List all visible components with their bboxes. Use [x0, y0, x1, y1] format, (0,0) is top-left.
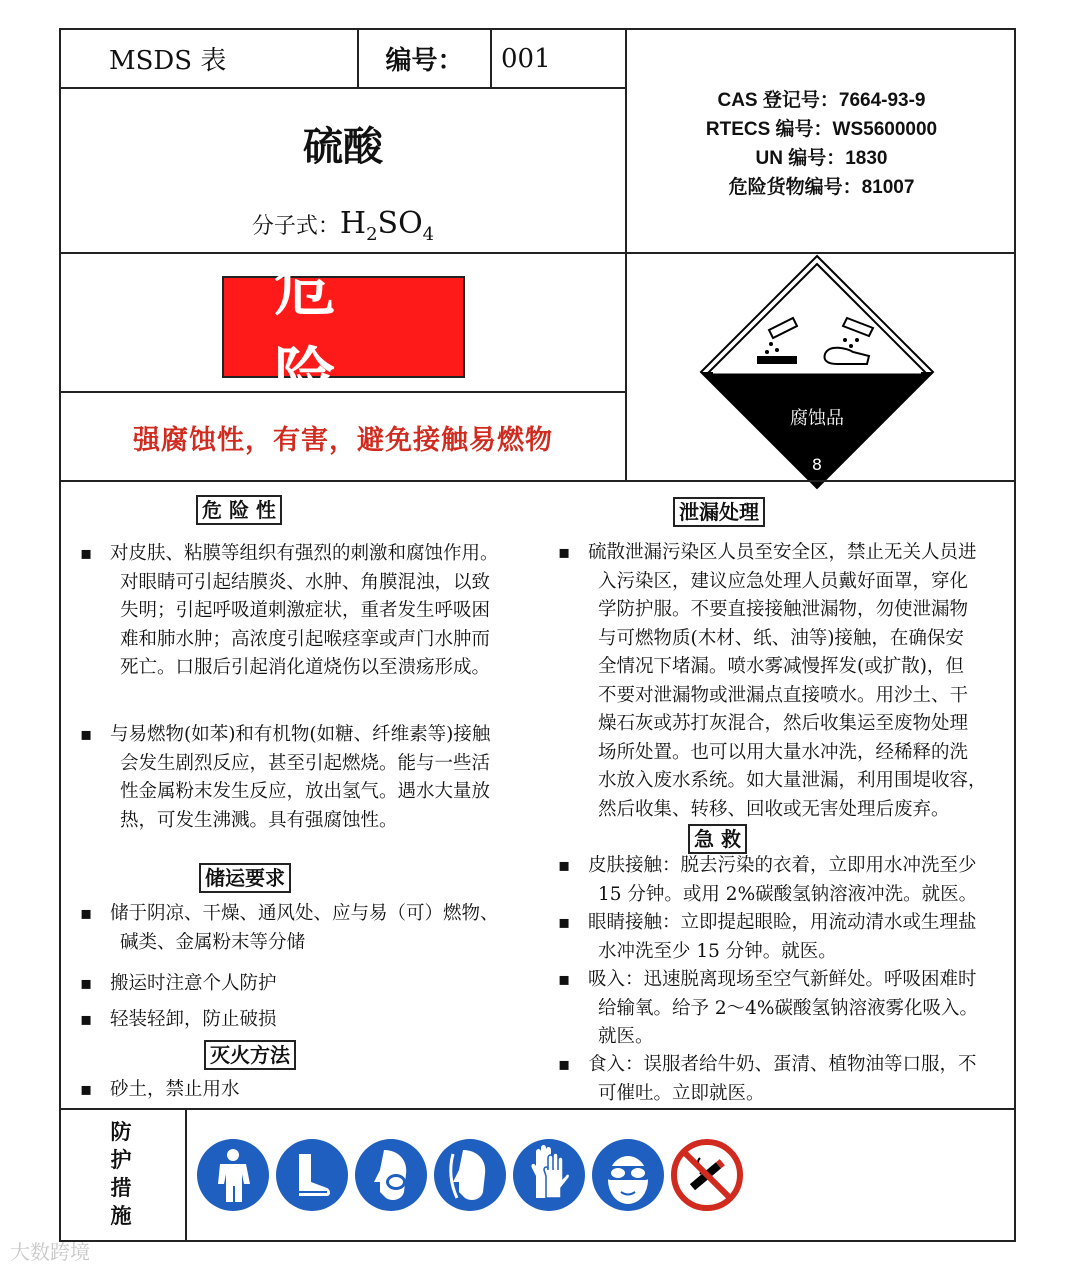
row-divider-4	[61, 1108, 1016, 1110]
danger-signal-box	[222, 251, 465, 413]
no-smoking-icon	[670, 1138, 744, 1212]
bullet-line: 性金属粉末发生反应，放出氢气。遇水大量放	[120, 781, 491, 802]
hazard-bullet-2	[80, 721, 560, 835]
fire-section-title: 灭火方法	[204, 1040, 296, 1070]
storage-section-title: 储运要求	[199, 863, 291, 893]
bullet-mark: ▪	[558, 855, 571, 876]
first-aid-bullet-3	[558, 966, 1013, 1052]
first-aid-bullet-4	[558, 1051, 1013, 1108]
face-shield-icon	[433, 1138, 507, 1212]
bullet-line: 15 分钟。或用 2%碳酸氢钠溶液冲洗。就医。	[598, 883, 978, 905]
fire-bullet-1	[80, 1076, 560, 1105]
un-number: UN 编号：1830	[755, 148, 888, 169]
bullet-mark: ▪	[80, 973, 93, 994]
bullet-line: 水冲洗至少 15 分钟。就医。	[598, 940, 837, 962]
bullet-line: 轻装轻卸，防止破损	[110, 1009, 277, 1030]
storage-bullet-3	[80, 1006, 560, 1035]
bullet-line: 热，可发生沸溅。具有强腐蚀性。	[120, 809, 398, 831]
bullet-line: 硫散泄漏污染区人员至安全区，禁止无关人员进	[588, 542, 977, 563]
bullet-line: 给输氧。给予 2～4%碳酸氢钠溶液雾化吸入。	[598, 997, 979, 1019]
bullet-mark: ▪	[80, 903, 93, 924]
bullet-line: 眼睛接触：立即提起眼睑，用流动清水或生理盐	[588, 912, 977, 933]
msds-label-cell	[61, 30, 359, 89]
bullet-line: 与可燃物质(木材、纸、油等)接触，在确保安	[598, 627, 964, 649]
bullet-line: 搬运时注意个人防护	[110, 973, 277, 994]
bullet-mark: ▪	[558, 542, 571, 563]
hazard-class: 8	[811, 455, 823, 474]
bullet-line: 可催吐。立即就医。	[598, 1082, 765, 1104]
first-aid-bullet-2	[558, 909, 1013, 966]
number-value: 001	[501, 43, 551, 74]
cas-number: CAS 登记号：7664-93-9	[717, 90, 926, 111]
warning-statement: 强腐蚀性，有害，避免接触易燃物	[133, 425, 553, 456]
formula-label: 分子式：	[251, 214, 340, 239]
hazard-label: 腐蚀品	[790, 408, 844, 429]
bullet-line: 食入：误服者给牛奶、蛋清、植物油等口服，不	[588, 1054, 977, 1075]
bullet-mark: ▪	[558, 912, 571, 933]
bullet-line: 砂土，禁止用水	[110, 1079, 240, 1100]
bullet-line: 失明；引起呼吸道刺激症状，重者发生呼吸困	[120, 600, 491, 621]
row-divider-3	[61, 480, 1016, 482]
bullet-line: 然后收集、转移、回收或无害处理后废弃。	[598, 798, 950, 820]
msds-sheet	[59, 28, 1016, 1242]
bullet-mark: ▪	[80, 724, 93, 745]
bullet-line: 燥石灰或苏打灰混合，然后收集运至废物处理	[598, 713, 969, 734]
leak-bullet-1	[558, 539, 1013, 824]
chemical-name: 硫酸	[303, 124, 383, 170]
bullet-line: 死亡。口服后引起消化道烧伤以至溃疡形成。	[120, 657, 491, 678]
bullet-line: 碱类、金属粉末等分储	[120, 931, 306, 953]
bullet-line: 场所处置。也可以用大量水冲洗，经稀释的洗	[598, 741, 969, 763]
dangerous-goods-number: 危险货物编号：81007	[728, 177, 915, 198]
bullet-line: 学防护服。不要直接接触泄漏物，勿使泄漏物	[598, 599, 969, 620]
bullet-line: 与易燃物(如苯)和有机物(如糖、纤维素等)接触	[110, 724, 491, 745]
bullet-mark: ▪	[558, 1054, 571, 1075]
bullet-line: 对眼睛可引起结膜炎、水肿、角膜混浊，以致	[120, 571, 491, 593]
goggles-icon	[591, 1138, 665, 1212]
bullet-line: 就医。	[598, 1026, 654, 1047]
bullet-line: 水放入废水系统。如大量泄漏，利用围堤收容，	[598, 770, 987, 791]
protection-label: 防 护 措 施	[110, 1120, 132, 1228]
safety-boots-icon	[275, 1138, 349, 1212]
respirator-icon	[354, 1138, 428, 1212]
watermark: 大数跨境	[10, 1240, 90, 1264]
storage-bullet-2	[80, 970, 560, 999]
number-label: 编号：	[385, 46, 464, 76]
bullet-line: 吸入：迅速脱离现场至空气新鲜处。呼吸困难时	[588, 969, 977, 990]
rtecs-number: RTECS 编号：WS5600000	[705, 119, 938, 140]
leak-section-title: 泄漏处理	[673, 497, 765, 527]
number-label-cell	[359, 30, 492, 89]
bullet-line: 对皮肤、粘膜等组织有强烈的刺激和腐蚀作用。	[110, 543, 499, 564]
msds-label: MSDS 表	[109, 46, 227, 76]
bullet-line: 不要对泄漏物或泄漏点直接喷水。用沙土、干	[598, 684, 969, 706]
first-aid-bullet-1	[558, 852, 1013, 909]
chemical-formula: $H_2SO_4$	[339, 206, 435, 245]
first-aid-section-title: 急 救	[688, 824, 747, 854]
number-value-cell	[492, 30, 626, 89]
corrosive-hazard-icon	[697, 252, 937, 492]
bullet-line: 全情况下堵漏。喷水雾减慢挥发(或扩散)，但	[598, 656, 964, 677]
bullet-mark: ▪	[80, 1009, 93, 1030]
hazard-section-title: 危 险 性	[196, 495, 282, 525]
identifiers-block	[627, 86, 1016, 202]
hazard-bullet-1	[80, 540, 560, 683]
bullet-line: 皮肤接触：脱去污染的衣着，立即用水冲洗至少	[588, 855, 977, 876]
bullet-mark: ▪	[558, 969, 571, 990]
bullet-line: 难和肺水肿；高浓度引起喉痉挛或声门水肿而	[120, 628, 491, 650]
protection-label-divider	[185, 1108, 187, 1242]
bullet-mark: ▪	[80, 543, 93, 564]
bullet-line: 入污染区，建议应急处理人员戴好面罩，穿化	[598, 570, 969, 592]
storage-bullet-1	[80, 900, 560, 957]
bullet-mark: ▪	[80, 1079, 93, 1100]
danger-signal-word: 危险	[274, 251, 397, 413]
protective-suit-icon	[196, 1138, 270, 1212]
gloves-icon	[512, 1138, 586, 1212]
row-divider-2	[61, 391, 625, 393]
bullet-line: 会发生剧烈反应，甚至引起燃烧。能与一些活	[120, 752, 491, 774]
bullet-line: 储于阴凉、干燥、通风处、应与易（可）燃物、	[110, 903, 499, 924]
